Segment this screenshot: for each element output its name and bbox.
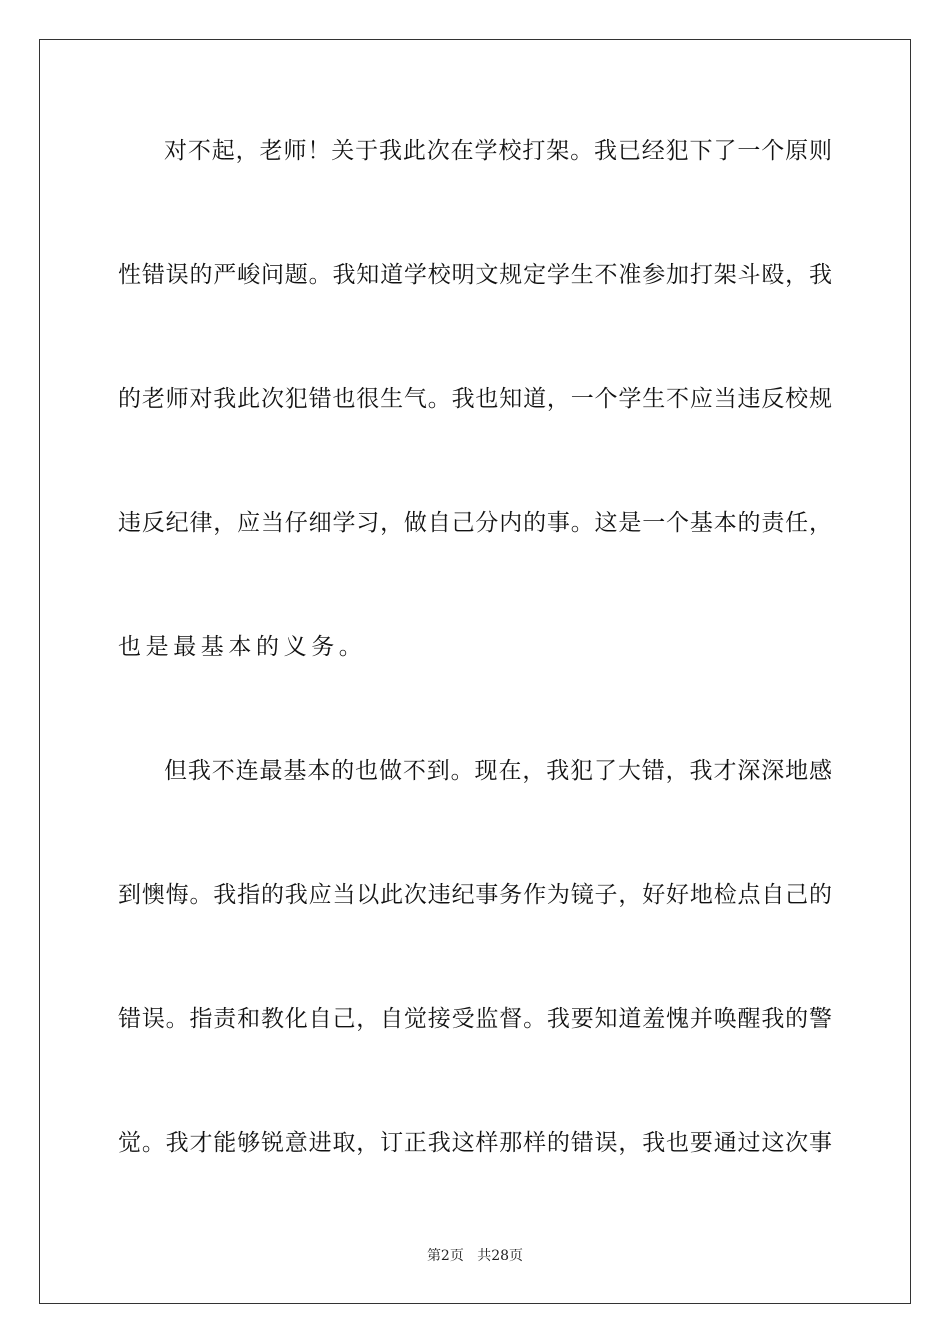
paragraph-2-line-3: 错误。指责和教化自己，自觉接受监督。我要知道羞愧并唤醒我的警 (118, 1006, 832, 1032)
page-footer (0, 1246, 950, 1266)
paragraph-1-line-2: 性错误的严峻问题。我知道学校明文规定学生不准参加打架斗殴，我 (118, 262, 832, 288)
page-number: 第2页 (426, 1248, 464, 1264)
paragraph-2-line-2: 到懊悔。我指的我应当以此次违纪事务作为镜子，好好地检点自己的 (118, 882, 832, 908)
footer-spacer (464, 1248, 477, 1264)
paragraph-1-line-4: 违反纪律，应当仔细学习，做自己分内的事。这是一个基本的责任， (118, 510, 832, 536)
paragraph-1-line-3: 的老师对我此次犯错也很生气。我也知道，一个学生不应当违反校规 (118, 386, 832, 412)
paragraph-2-line-1: 但我不连最基本的也做不到。现在，我犯了大错，我才深深地感 (164, 758, 832, 784)
paragraph-2-line-4: 觉。我才能够锐意进取，订正我这样那样的错误，我也要通过这次事 (118, 1130, 832, 1156)
paragraph-1-line-5: 也是最基本的义务。 (118, 634, 367, 660)
paragraph-1-line-1: 对不起，老师！关于我此次在学校打架。我已经犯下了一个原则 (164, 138, 832, 164)
page-border (39, 39, 911, 1304)
page-total: 共28页 (477, 1248, 524, 1264)
